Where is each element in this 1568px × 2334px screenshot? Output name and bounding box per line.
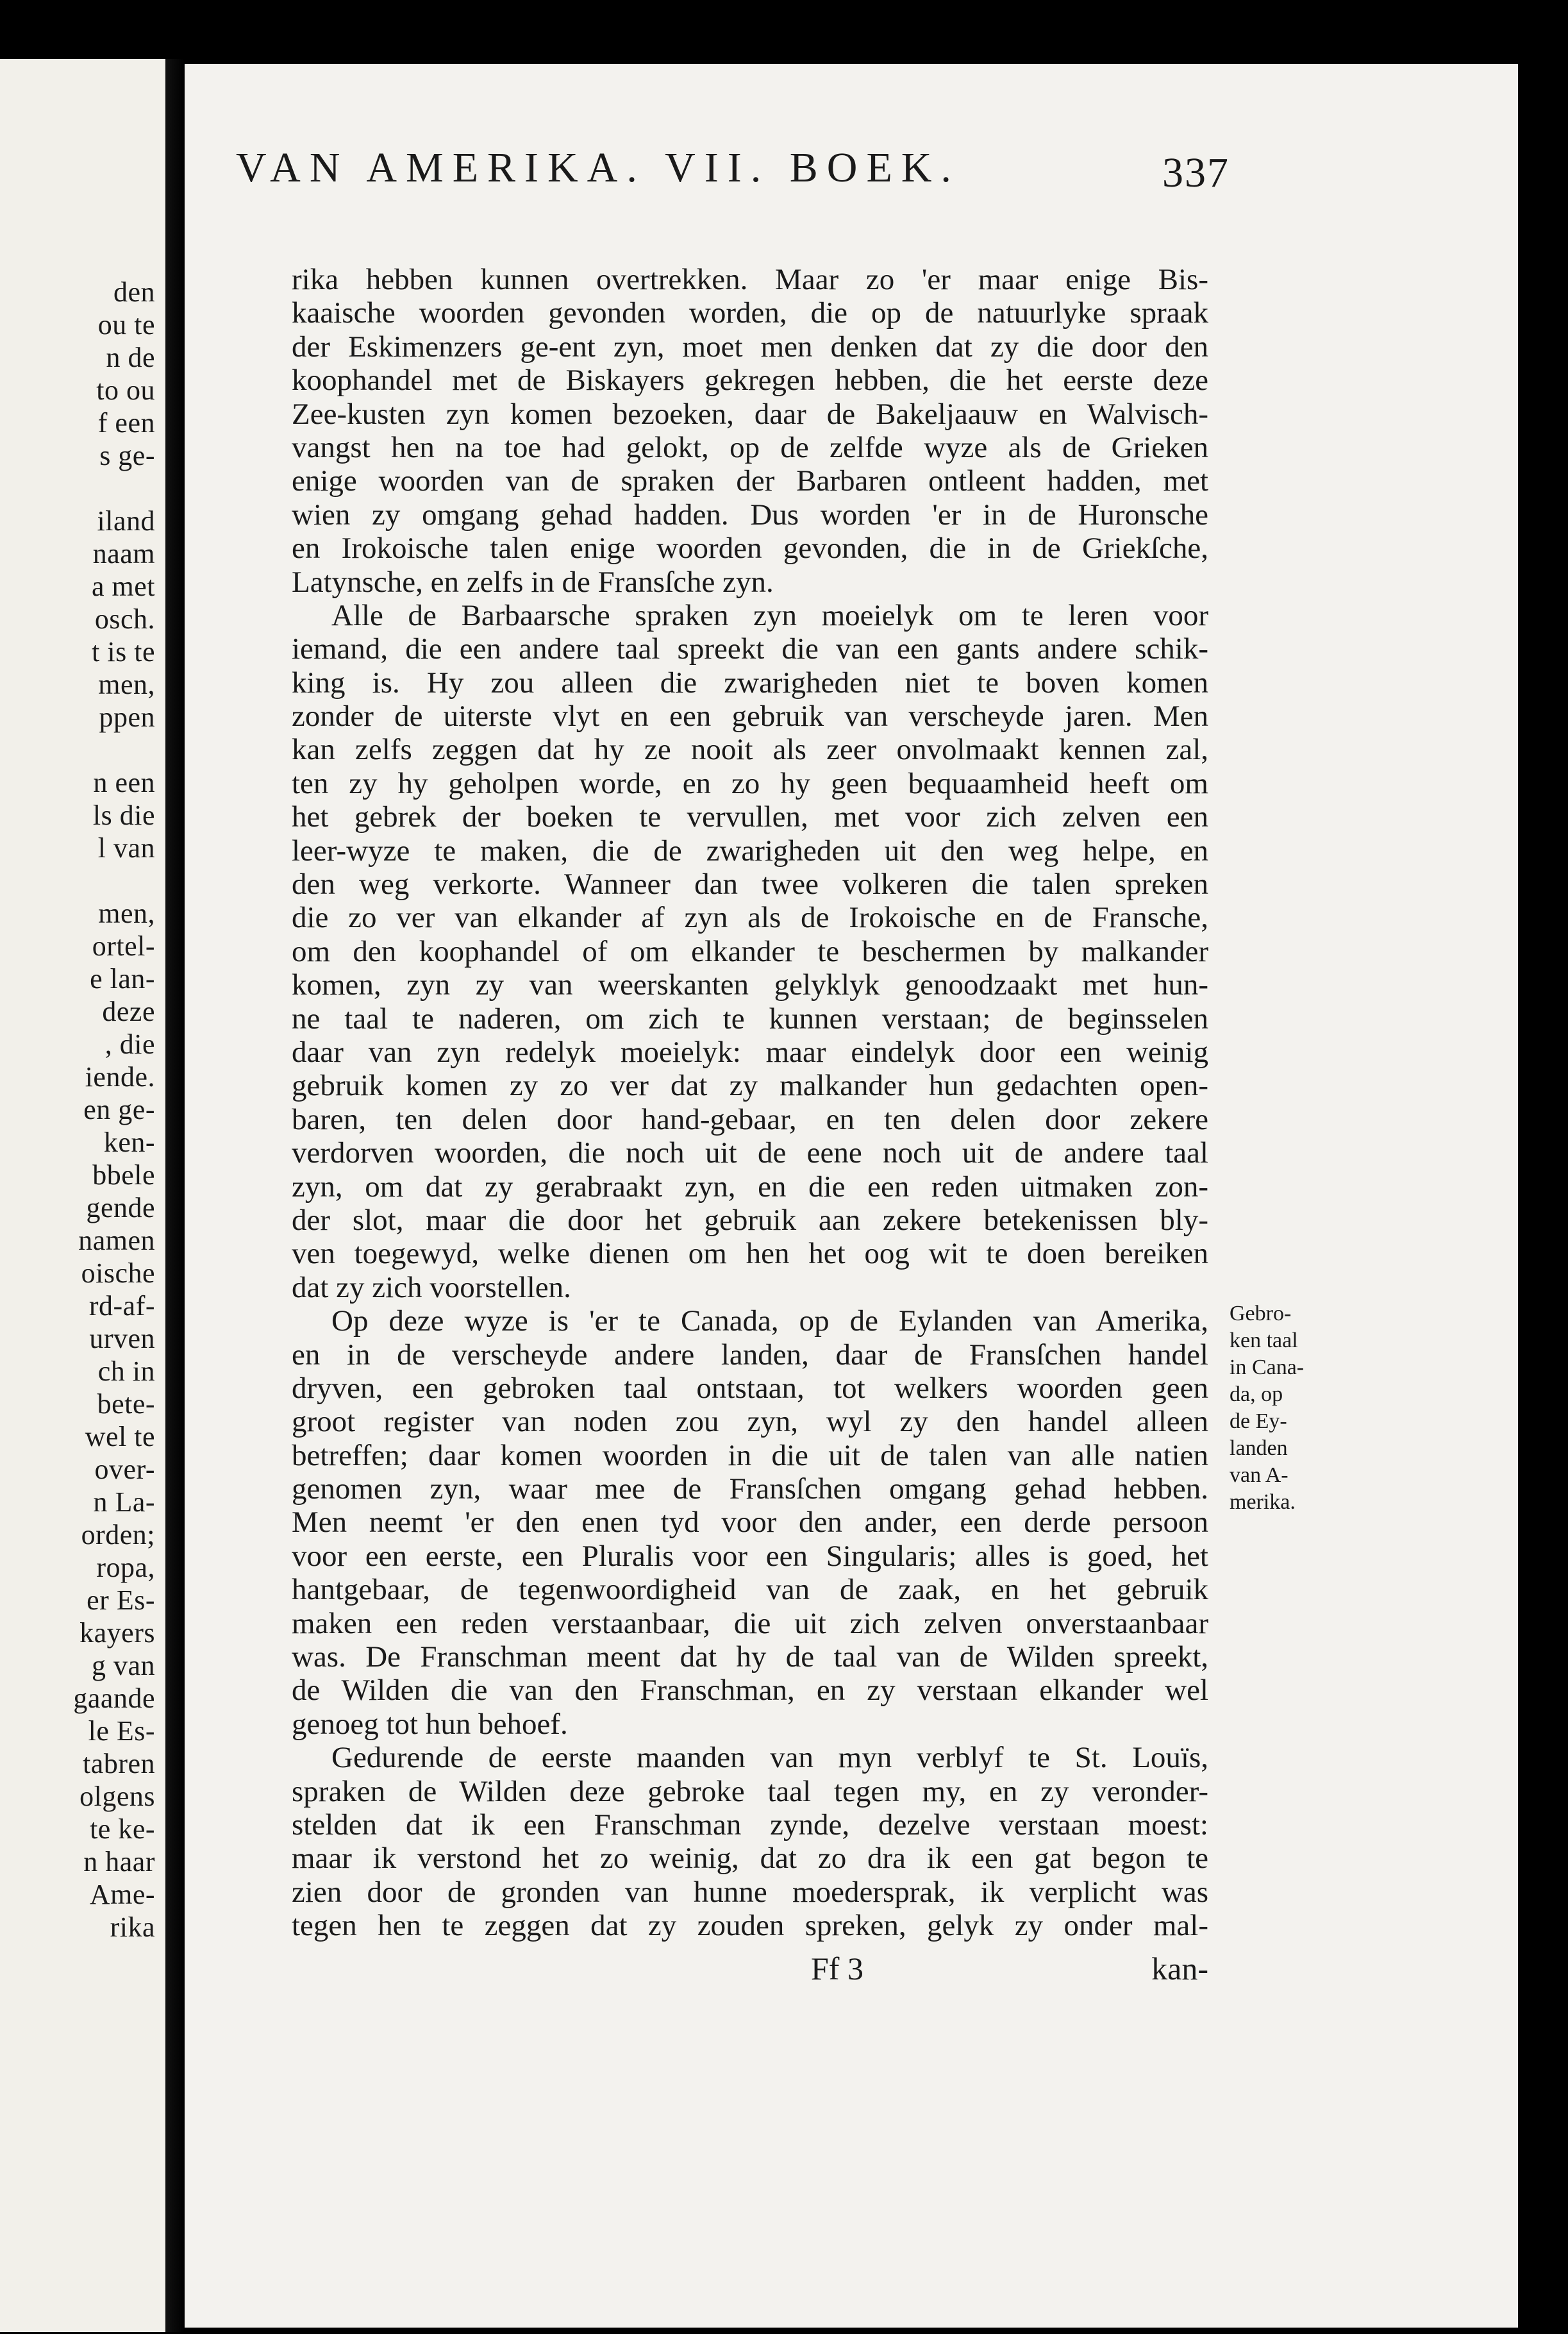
text-line: om den koophandel of om elkander te beschermen by malkander <box>292 934 1208 968</box>
text-line: de Wilden die van den Franschman, en zy verstaan elkander wel <box>292 1674 1208 1708</box>
text-line: Gedurende de eerste maanden van myn verblyf te St. Louïs, <box>331 1741 1208 1775</box>
left-page-line: en ge- <box>83 1094 155 1125</box>
text-line: ven toegewyd, welke dienen om hen het oog wit te doen bereiken <box>292 1237 1208 1271</box>
text-line: enige woorden van de spraken der Barbaren ontleent hadden, met <box>292 464 1208 498</box>
left-page-line: iland <box>97 505 155 537</box>
text-line: Alle de Barbaarsche spraken zyn moeielyk om te leren voor <box>331 598 1208 632</box>
text-line: Men neemt 'er den enen tyd voor den ander, een derde persoon <box>292 1506 1208 1540</box>
left-page-line: a met <box>91 571 155 602</box>
left-page-line: e lan- <box>90 963 155 995</box>
text-line: stelden dat ik een Franschman zynde, dezelve verstaan moest: <box>292 1808 1208 1842</box>
left-page-line: to ou <box>96 374 155 406</box>
left-page-line: n haar <box>83 1846 155 1877</box>
left-page-line: men, <box>98 898 155 929</box>
left-page-line: n La- <box>93 1486 155 1518</box>
left-page-line: ken- <box>103 1127 155 1158</box>
margin-note-line: merika. <box>1230 1490 1296 1514</box>
text-line: komen, zyn zy van weerskanten gelyklyk genoodzaakt met hun- <box>292 968 1208 1002</box>
left-page-line: s ge- <box>99 440 155 471</box>
left-page-line: ch in <box>97 1356 155 1387</box>
margin-note <box>1230 1300 1313 1516</box>
text-line: king is. Hy zou alleen die zwarigheden niet te boven komen <box>292 666 1208 700</box>
text-line: verdorven woorden, die noch uit de eene noch uit de andere taal <box>292 1136 1208 1170</box>
text-line: genomen zyn, waar mee de Fransſchen omgang gehad hebben. <box>292 1472 1208 1506</box>
left-page-line: ortel- <box>92 930 155 962</box>
left-page-line: , die <box>104 1028 155 1060</box>
text-line: Zee-kusten zyn komen bezoeken, daar de Bakeljaauw en Walvisch- <box>292 397 1208 431</box>
left-page-line: naam <box>92 538 155 569</box>
left-page-line: ropa, <box>96 1552 155 1583</box>
left-page-line: wel te <box>85 1421 155 1452</box>
left-page-line: olgens <box>79 1781 155 1812</box>
left-page-line <box>0 472 165 505</box>
left-page-line: ppen <box>99 701 155 733</box>
page-number: 337 <box>1162 149 1230 196</box>
left-page-line: te ke- <box>90 1813 155 1845</box>
left-page-fragment <box>0 59 165 2332</box>
body-text <box>292 263 1208 1943</box>
left-page-line: bbele <box>92 1159 155 1191</box>
text-line: der slot, maar die door het gebruik aan zekere betekenissen bly- <box>292 1203 1208 1237</box>
text-line: tegen hen te zeggen dat zy zouden spreken, gelyk zy onder mal- <box>292 1909 1208 1943</box>
text-line: ne taal te naderen, om zich te kunnen verstaan; de beginsselen <box>292 1002 1208 1036</box>
text-line: voor een eerste, een Pluralis voor een Singularis; alles is goed, het <box>292 1539 1208 1573</box>
text-line: Op deze wyze is 'er te Canada, op de Eylanden van Amerika, <box>331 1304 1208 1338</box>
text-line: en in de verscheyde andere landen, daar de Fransſchen handel <box>292 1338 1208 1372</box>
left-page-line: oische <box>81 1257 155 1289</box>
left-page-line: t is te <box>92 636 155 667</box>
text-line: daar van zyn redelyk moeielyk: maar eindelyk door een weinig <box>292 1035 1208 1069</box>
left-page-line: f een <box>97 407 155 439</box>
text-line: maar ik verstond het zo weinig, dat zo dra ik een gat begon te <box>292 1842 1208 1876</box>
left-page-text <box>0 276 165 1944</box>
scan-border <box>1518 0 1568 2334</box>
left-page-line: deze <box>102 996 155 1027</box>
left-page-line: bete- <box>97 1388 155 1420</box>
left-page-line <box>0 864 165 897</box>
margin-note-line: de Ey- <box>1230 1409 1287 1433</box>
margin-note-line: van A- <box>1230 1463 1289 1487</box>
margin-note-line: in Cana- <box>1230 1356 1305 1379</box>
text-line: het gebrek der boeken te vervullen, met voor zich zelven een <box>292 800 1208 834</box>
text-line: kaaische woorden gevonden worden, die op de natuurlyke spraak <box>292 296 1208 330</box>
text-line: den weg verkorte. Wanneer dan twee volkeren die talen spreken <box>292 868 1208 902</box>
text-line: betreffen; daar komen woorden in die uit de talen van alle natien <box>292 1438 1208 1472</box>
left-page-line: iende. <box>85 1061 155 1093</box>
left-page-line: men, <box>98 669 155 700</box>
signature-mark: Ff 3 <box>811 1951 863 1986</box>
text-line: baren, ten delen door hand-gebaar, en ten delen door zekere <box>292 1102 1208 1136</box>
catchword: kan- <box>1151 1951 1208 1986</box>
page-header <box>236 136 1230 200</box>
text-line: en Irokoische talen enige woorden gevonden, die in de Griekſche, <box>292 532 1208 566</box>
left-page-line: g van <box>91 1650 155 1681</box>
book-gutter <box>165 59 185 2332</box>
left-page-line: Ame- <box>89 1879 155 1910</box>
text-line: maken een reden verstaanbaar, die uit zich zelven onverstaanbaar <box>292 1606 1208 1640</box>
left-page-line: osch. <box>94 603 155 635</box>
left-page-line: rika <box>110 1911 155 1943</box>
left-page-line: le Es- <box>88 1715 155 1747</box>
text-line: spraken de Wilden deze gebroke taal tegen my, en zy veronder- <box>292 1774 1208 1808</box>
text-line: dryven, een gebroken taal ontstaan, tot welkers woorden geen <box>292 1371 1208 1405</box>
text-line: was. De Franschman meent dat hy de taal van de Wilden spreekt, <box>292 1640 1208 1674</box>
left-page-line: ou te <box>97 309 155 340</box>
text-line: hantgebaar, de tegenwoordigheid van de zaak, en het gebruik <box>292 1573 1208 1607</box>
text-line: rika hebben kunnen overtrekken. Maar zo 'er maar enige Bis- <box>292 263 1208 296</box>
text-line: ten zy hy geholpen worde, en zo hy geen bequaamheid heeft om <box>292 766 1208 800</box>
text-line: gebruik komen zy zo ver dat zy malkander hun gedachten open- <box>292 1069 1208 1103</box>
margin-note-line: ken taal <box>1230 1329 1298 1352</box>
left-page-line: urven <box>89 1323 155 1354</box>
margin-note-line: da, op <box>1230 1382 1283 1406</box>
text-line: zyn, om dat zy gerabraakt zyn, en die een reden uitmaken zon- <box>292 1170 1208 1204</box>
left-page-line: orden; <box>81 1519 155 1550</box>
text-line: wien zy omgang gehad hadden. Dus worden 'er in de Huronsche <box>292 498 1208 532</box>
margin-note-line: Gebro- <box>1230 1302 1292 1325</box>
left-page-line: gaande <box>73 1683 155 1714</box>
text-line: dat zy zich voorstellen. <box>292 1270 571 1304</box>
left-page-line: over- <box>94 1454 155 1485</box>
text-line: kan zelfs zeggen dat hy ze nooit als zeer onvolmaakt kennen zal, <box>292 733 1208 767</box>
margin-note-line: landen <box>1230 1436 1288 1460</box>
left-page-line: namen <box>78 1225 155 1256</box>
left-page-line: er Es- <box>87 1584 155 1616</box>
text-line: zonder de uiterste vlyt en een gebruik van verscheyde jaren. Men <box>292 700 1208 734</box>
running-head: VAN AMERIKA. VII. BOEK. <box>236 144 960 191</box>
left-page-line: kayers <box>79 1617 155 1649</box>
text-line: groot register van noden zou zyn, wyl zy den handel alleen <box>292 1405 1208 1439</box>
text-line: koophandel met de Biskayers gekregen hebben, die het eerste deze <box>292 364 1208 398</box>
left-page-line: l van <box>97 832 155 864</box>
left-page-line: rd-af- <box>88 1290 155 1322</box>
left-page-line: tabren <box>83 1748 155 1779</box>
left-page-line: den <box>113 276 155 308</box>
text-line: genoeg tot hun behoef. <box>292 1707 568 1741</box>
text-line: zien door de gronden van hunne moedersprak, ik verplicht was <box>292 1875 1208 1909</box>
text-line: iemand, die een andere taal spreekt die van een gants andere schik- <box>292 632 1208 666</box>
text-line: der Eskimenzers ge-ent zyn, moet men denken dat zy die door den <box>292 330 1208 364</box>
left-page-line: n de <box>106 342 155 373</box>
left-page-line: n een <box>93 767 155 798</box>
left-page-line: gende <box>86 1192 155 1223</box>
text-line: leer-wyze te maken, die de zwarigheden uit den weg helpe, en <box>292 834 1208 868</box>
page-footer <box>292 1949 1208 1994</box>
text-line: die zo ver van elkander af zyn als de Irokoische en de Fransche, <box>292 901 1208 935</box>
text-line: vangst hen na toe had gelokt, op de zelfde wyze als de Grieken <box>292 430 1208 464</box>
left-page-line: ls die <box>92 800 155 831</box>
left-page-line <box>0 734 165 766</box>
text-line: Latynsche, en zelfs in de Fransſche zyn. <box>292 565 774 599</box>
